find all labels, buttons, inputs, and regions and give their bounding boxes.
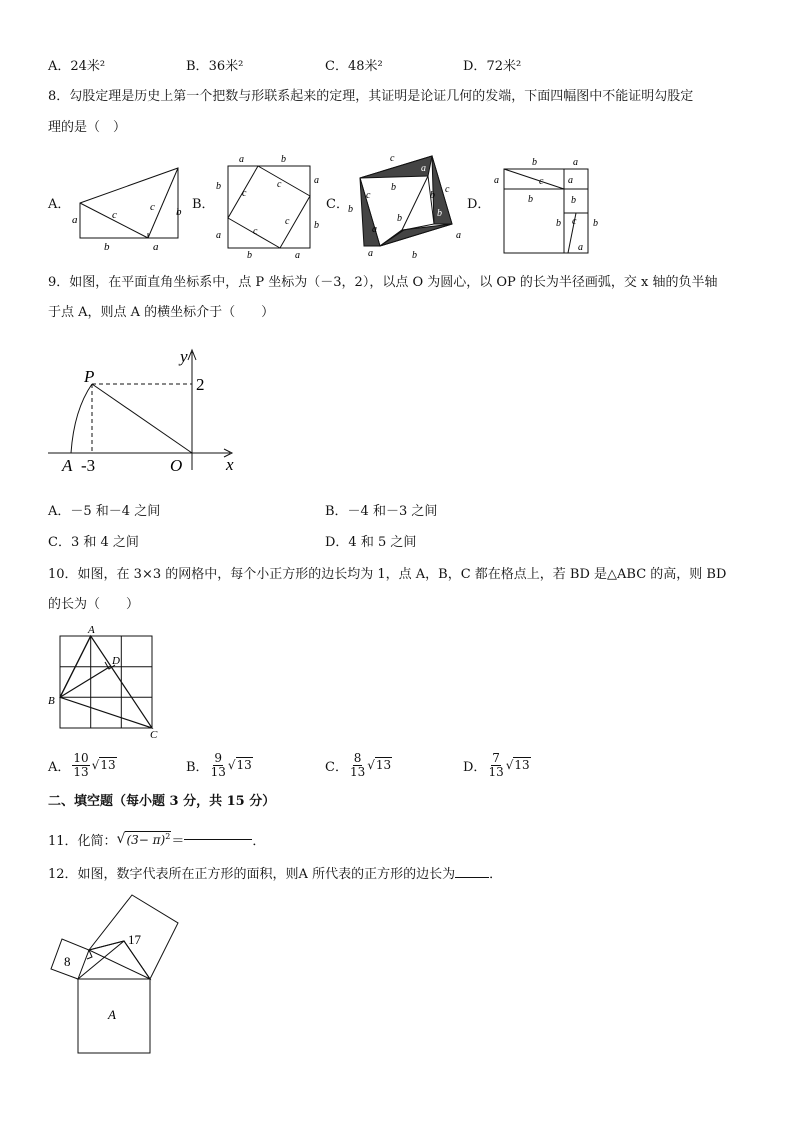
svg-text:b: b <box>247 250 252 261</box>
q10-option-b: B． $\frac{9}{13}$ √13 <box>186 750 252 779</box>
q7-option-a: A．24米² <box>48 59 106 74</box>
svg-text:a: a <box>568 175 573 186</box>
q10-option-c: C． $\frac{8}{13}$ √13 <box>325 750 392 779</box>
q7-option-c: C．48米² <box>325 59 383 74</box>
svg-text:a: a <box>153 241 159 253</box>
svg-text:-3: -3 <box>81 456 96 475</box>
svg-text:b: b <box>104 241 110 253</box>
svg-text:B: B <box>48 695 55 707</box>
q8-figure-a <box>68 165 180 255</box>
q11-answer-blank[interactable] <box>184 839 252 840</box>
svg-text:c: c <box>277 179 282 190</box>
q12-figure <box>46 890 186 1060</box>
q8-text-line2: 理的是（ ） <box>48 120 127 135</box>
svg-text:O: O <box>170 456 183 475</box>
svg-text:c: c <box>253 226 258 237</box>
q10-option-d: D． $\frac{7}{13}$ √13 <box>463 750 530 779</box>
q11-suffix: ＝ <box>171 833 185 849</box>
q7-option-b: B．36米² <box>186 59 244 74</box>
q12-answer-blank[interactable] <box>455 877 489 878</box>
svg-text:a: a <box>494 175 499 186</box>
svg-text:c: c <box>112 209 117 221</box>
svg-text:a: a <box>573 157 578 168</box>
svg-text:b: b <box>437 208 442 219</box>
q11-expr: (3− π) <box>126 833 166 847</box>
svg-text:a: a <box>314 175 319 186</box>
q8-figure-d <box>492 152 604 260</box>
svg-text:a: a <box>368 248 373 259</box>
q8-option-d-letter: D． <box>467 197 491 212</box>
svg-text:b: b <box>532 157 537 168</box>
svg-text:c: c <box>390 153 395 164</box>
q8-option-b-letter: B． <box>192 197 215 212</box>
svg-text:b: b <box>348 204 353 215</box>
svg-text:x: x <box>226 455 234 474</box>
svg-text:b: b <box>528 194 533 205</box>
svg-text:c: c <box>445 184 450 195</box>
svg-text:17: 17 <box>128 932 141 947</box>
q10-text-line2: 的长为（ ） <box>48 597 140 612</box>
q11-line: 11．化简： √ $(3- \pi)^2$ ＝ ． <box>48 831 266 849</box>
svg-text:2: 2 <box>196 375 205 394</box>
q8-figure-b <box>213 152 325 260</box>
q8-option-a-letter: A． <box>48 197 71 212</box>
svg-text:a: a <box>72 214 78 226</box>
q8-figure-c <box>344 150 468 262</box>
svg-text:c: c <box>572 216 577 227</box>
q11-exp: 2 <box>165 832 171 841</box>
section-2-title: 二、填空题（每小题 3 分，共 15 分） <box>48 794 276 809</box>
svg-text:c: c <box>150 201 155 213</box>
q10-figure <box>44 622 168 742</box>
svg-text:c: c <box>539 176 544 187</box>
svg-text:c: c <box>366 190 371 201</box>
svg-text:D: D <box>112 655 120 667</box>
q8-option-c-letter: C． <box>326 197 349 212</box>
q9-option-c: C．3 和 4 之间 <box>48 535 139 550</box>
svg-text:c: c <box>285 216 290 227</box>
svg-text:b: b <box>430 190 435 201</box>
q12-text: 12．如图，数字代表所在正方形的面积，则A 所代表的正方形的边长为 <box>48 867 456 882</box>
svg-text:b: b <box>391 182 396 193</box>
svg-text:a: a <box>295 250 300 261</box>
svg-text:b: b <box>397 213 402 224</box>
svg-text:y: y <box>180 347 188 366</box>
svg-text:A: A <box>88 624 95 636</box>
q9-option-b: B．－4 和－3 之间 <box>325 504 438 519</box>
svg-text:b: b <box>593 218 598 229</box>
svg-text:a: a <box>421 163 426 174</box>
q9-option-d: D．4 和 5 之间 <box>325 535 417 550</box>
svg-text:b: b <box>176 206 182 218</box>
svg-text:a: a <box>239 154 244 165</box>
svg-text:A: A <box>108 1007 116 1022</box>
q9-text-line2: 于点 A，则点 A 的横坐标介于（ ） <box>48 305 275 320</box>
svg-text:a: a <box>372 224 377 235</box>
svg-text:b: b <box>281 154 286 165</box>
q9-text-line1: 9．如图，在平面直角坐标系中，点 P 坐标为（－3，2），以点 O 为圆心，以 OP 的长为半径画弧，交 x 轴的负半轴 <box>48 275 718 290</box>
svg-text:P: P <box>84 367 95 386</box>
q8-text-line1: 8．勾股定理是历史上第一个把数与形联系起来的定理，其证明是论证几何的发端，下面四幅图中不能证明勾股定 <box>48 89 694 104</box>
svg-text:8: 8 <box>64 954 71 969</box>
svg-text:a: a <box>456 230 461 241</box>
q10-option-a: A． $\frac{10}{13}$ √13 <box>48 750 116 779</box>
q10-text-line1: 10．如图，在 3×3 的网格中，每个小正方形的边长均为 1，点 A，B，C 都在格点上，若 BD 是△ABC 的高，则 BD <box>48 567 727 582</box>
q9-option-a: A．－5 和－4 之间 <box>48 504 161 519</box>
q12-line: 12．如图，数字代表所在正方形的面积，则A 所代表的正方形的边长为 ． <box>48 865 502 885</box>
q9-figure <box>44 340 244 478</box>
q7-option-d: D．72米² <box>463 59 522 74</box>
svg-text:c: c <box>242 188 247 199</box>
svg-text:b: b <box>412 250 417 261</box>
svg-text:C: C <box>150 729 158 741</box>
svg-text:b: b <box>216 181 221 192</box>
svg-text:b: b <box>571 195 576 206</box>
svg-text:a: a <box>578 242 583 253</box>
q11-prefix: 11．化简： <box>48 833 117 849</box>
svg-text:b: b <box>556 218 561 229</box>
svg-text:a: a <box>216 230 221 241</box>
svg-text:A: A <box>62 456 73 475</box>
svg-text:b: b <box>314 220 319 231</box>
